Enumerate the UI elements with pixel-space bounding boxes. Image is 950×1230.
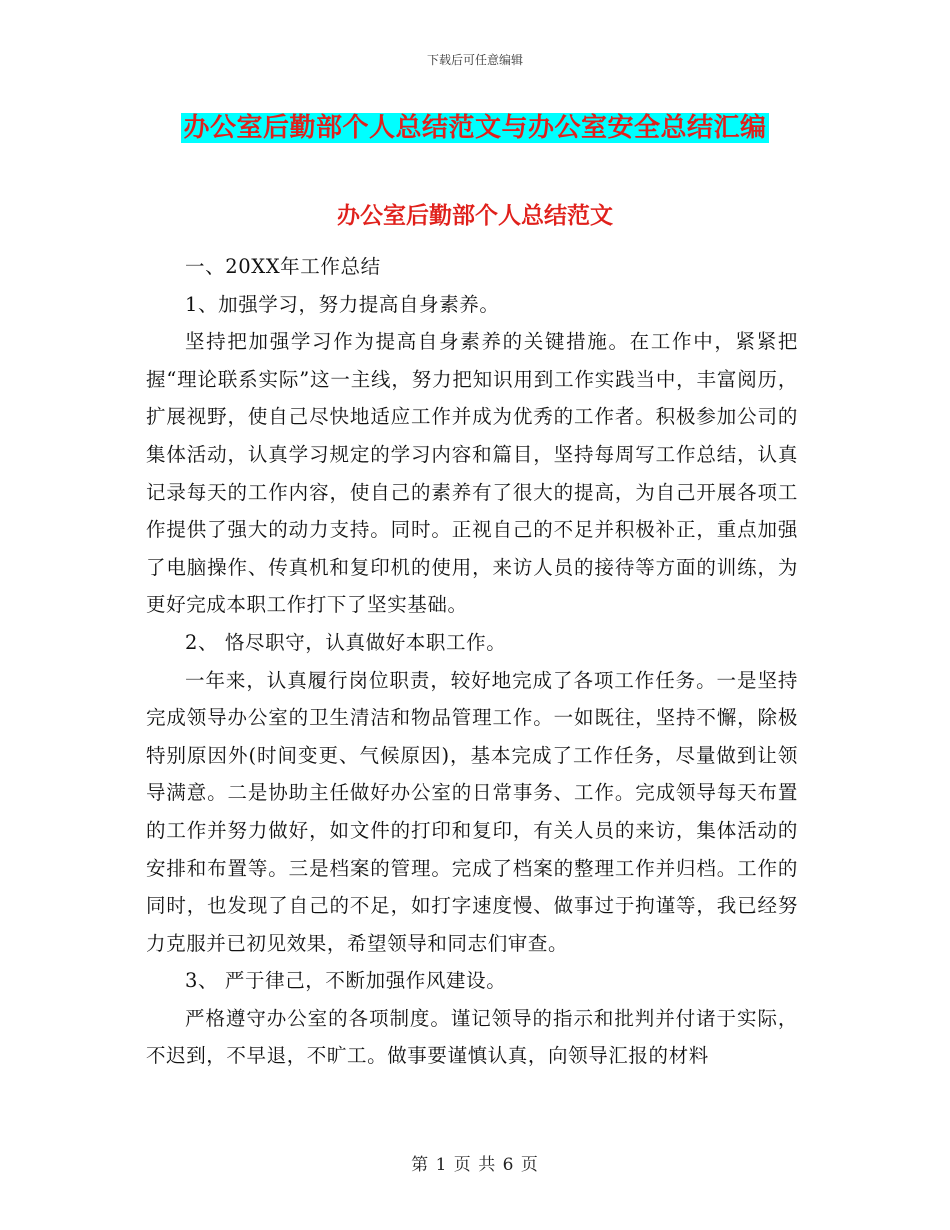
main-title-text: 办公室后勤部个人总结范文与办公室安全总结汇编 — [183, 113, 767, 143]
document-main-title — [0, 110, 950, 146]
document-body — [146, 248, 798, 1075]
heading-item-2: 2、 恪尽职守，认真做好本职工作。 — [185, 630, 507, 654]
page-header-note: 下载后可任意编辑 — [426, 53, 523, 67]
page-number: 第 1 页 共 6 页 — [411, 1155, 539, 1175]
section-title: 办公室后勤部个人总结范文 — [337, 203, 613, 229]
heading-year-summary: 一、20XX年工作总结 — [185, 255, 381, 278]
paragraph-item-3: 严格遵守办公室的各项制度。谨记领导的指示和批判并付诸于实际，不迟到，不早退，不旷工。做事要谨慎认真，向领导汇报的材料 — [146, 1006, 798, 1068]
paragraph-item-2: 一年来，认真履行岗位职责，较好地完成了各项工作任务。一是坚持完成领导办公室的卫生清洁和物品管理工作。一如既往，坚持不懈，除极特别原因外(时间变更、气候原因)，基本完成了工作任务，尽量做到让领导满意。二是协助主任做好办公室的日常事务、工作。完成领导每天布置的工作并努力做好，如文件的打印和复印，有关人员的来访，集体活动的安排和布置等。三是档案的管理。完成了档案的整理工作并归档。工作的同时，也发现了自己的不足，如打字速度慢、做事过于拘谨等，我已经努力克服并已初见效果，希望领导和同志们审查。 — [146, 668, 798, 955]
paragraph-item-1: 坚持把加强学习作为提高自身素养的关键措施。在工作中，紧紧把握“理论联系实际”这一主线，努力把知识用到工作实践当中，丰富阅历，扩展视野，使自己尽快地适应工作并成为优秀的工作者。积极参加公司的集体活动，认真学习规定的学习内容和篇目，坚持每周写工作总结，认真记录每天的工作内容，使自己的素养有了很大的提高，为自己开展各项工作提供了强大的动力支持。同时。正视自己的不足并积极补正，重点加强了电脑操作、传真机和复印机的使用，来访人员的接待等方面的训练，为更好完成本职工作打下了坚实基础。 — [146, 330, 798, 617]
heading-item-1: 1、加强学习，努力提高自身素养。 — [185, 292, 500, 316]
heading-item-3: 3、 严于律己，不断加强作风建设。 — [185, 969, 507, 993]
